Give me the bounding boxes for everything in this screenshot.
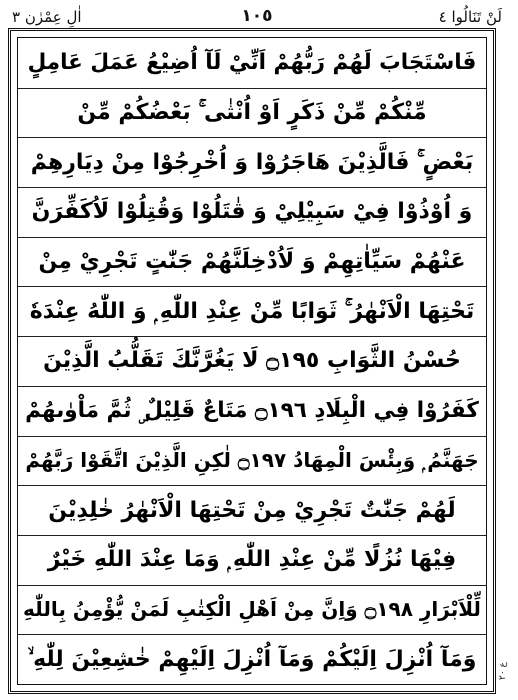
verse-text: لَهُمْ جَنّٰتٌ تَجْرِيْ مِنْ تَحْتِهَا الْاَنْهٰرُ خٰلِدِيْنَ <box>48 497 456 523</box>
juz-name: لَنْ تَنَالُوا ٤ <box>438 8 502 26</box>
verse-text: وَمَآ اُنْزِلَ اِلَيْكُمْ وَمَآ اُنْزِلَ اِلَيْهِمْ خٰشِعِيْنَ لِلّٰهِ ۙ <box>27 646 477 672</box>
verse-line <box>18 436 486 487</box>
verse-text: جَهَنَّمُ ۭ وَبِئْسَ الْمِهَادُ ۝١٩٧ لٰكِنِ الَّذِيْنَ اتَّقَوْا رَبَّهُمْ <box>25 448 479 473</box>
verse-line <box>18 237 486 288</box>
surah-name: اٰلِ عِمْرٰن ٣ <box>12 8 82 26</box>
text-frame-inner <box>17 37 487 685</box>
verse-text: وَ اُوْذُوْا فِيْ سَبِيْلِيْ وَ قٰتَلُوْا وَقُتِلُوْا لَاُكَفِّرَنَّ <box>31 199 473 225</box>
page-number: ١٠٥ <box>241 6 273 26</box>
verse-line <box>18 336 486 387</box>
text-frame <box>8 28 496 694</box>
verse-line <box>18 88 486 139</box>
verse-text: فَاسْتَجَابَ لَهُمْ رَبُّهُمْ اَنِّيْ لَآ اُضِيْعُ عَمَلَ عَامِلٍ <box>27 50 477 76</box>
verse-lines <box>18 38 486 684</box>
verse-text: تَحْتِهَا الْاَنْهٰرُ ۚ ثَوَابًا مِّنْ عِنْدِ اللّٰهِ ۭ وَ اللّٰهُ عِنْدَهٗ <box>29 298 475 324</box>
page-header <box>10 6 504 28</box>
verse-line <box>18 634 486 684</box>
verse-line <box>18 485 486 536</box>
margin-note: ع ٢٠ <box>498 662 508 680</box>
verse-text: مِّنْكُمْ مِّنْ ذَكَرٍ اَوْ اُنْثٰى ۚ بَعْضُكُمْ مِّنْ <box>77 100 427 126</box>
verse-line <box>18 286 486 337</box>
verse-text: فِيْهَا نُزُلًا مِّنْ عِنْدِ اللّٰهِ ۭ وَمَا عِنْدَ اللّٰهِ خَيْرٌ <box>47 547 457 573</box>
verse-line <box>18 535 486 586</box>
verse-text: عَنْهُمْ سَيِّاٰتِهِمْ وَ لَاُدْخِلَنَّهُمْ جَنّٰتٍ تَجْرِيْ مِنْ <box>38 249 466 275</box>
verse-line <box>18 137 486 188</box>
verse-text: حُسْنُ الثَّوَابِ ۝١٩٥ لَا يَغُرَّنَّكَ تَقَلُّبُ الَّذِيْنَ <box>43 348 461 374</box>
verse-line <box>18 386 486 437</box>
verse-text: كَفَرُوْا فِي الْبِلَادِ ۝١٩٦ مَتَاعٌ قَلِيْلٌ ۣ ثُمَّ مَاْوٰىهُمْ <box>25 398 479 424</box>
verse-line <box>18 585 486 636</box>
verse-line <box>18 187 486 238</box>
verse-text: بَعْضٍ ۚ فَالَّذِيْنَ هَاجَرُوْا وَ اُخْرِجُوْا مِنْ دِيَارِهِمْ <box>30 149 474 175</box>
verse-line <box>18 38 486 89</box>
verse-text: لِّلْاَبْرَارِ ۝١٩٨ وَاِنَّ مِنْ اَهْلِ الْكِتٰبِ لَمَنْ يُّؤْمِنُ بِاللّٰهِ <box>23 597 481 622</box>
